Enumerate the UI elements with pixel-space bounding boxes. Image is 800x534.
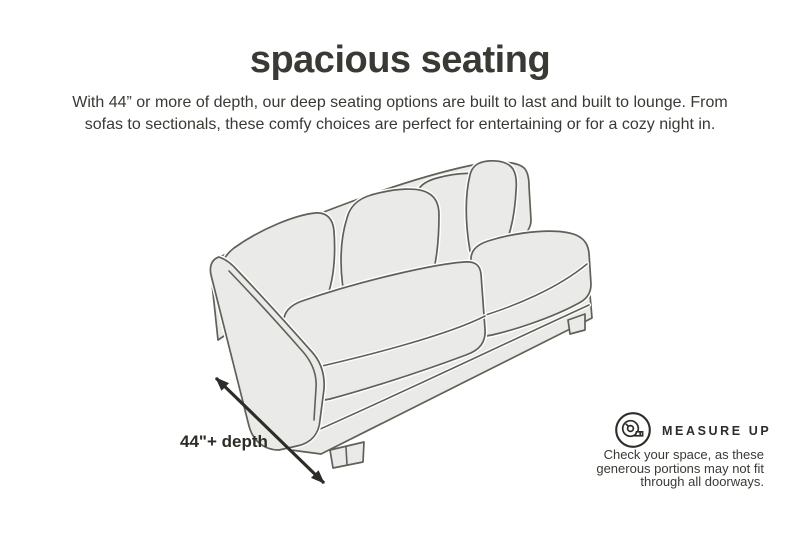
sofa-line-drawing (210, 161, 592, 468)
page-title: spacious seating (249, 39, 551, 81)
measure-up-note (596, 448, 764, 489)
measure-up-heading: MEASURE UP (662, 424, 772, 438)
tape-measure-icon (614, 411, 652, 449)
measure-up-note-line-1: Check your space, as these (603, 447, 764, 462)
measure-up-note-line-3: through all doorways. (640, 474, 764, 489)
intro-paragraph (0, 92, 800, 136)
sofa-foot-front-edge (346, 447, 347, 465)
intro-line-1: With 44” or more of depth, our deep seating options are built to last and built to lounge. From (72, 94, 728, 111)
intro-line-2: sofas to sectionals, these comfy choices are perfect for entertaining or for a cozy night in. (84, 116, 716, 133)
measure-up-note-line-2: generous portions may not fit (596, 460, 764, 476)
depth-dimension-label: 44"+ depth (180, 432, 268, 451)
measure-up-section (596, 408, 772, 508)
